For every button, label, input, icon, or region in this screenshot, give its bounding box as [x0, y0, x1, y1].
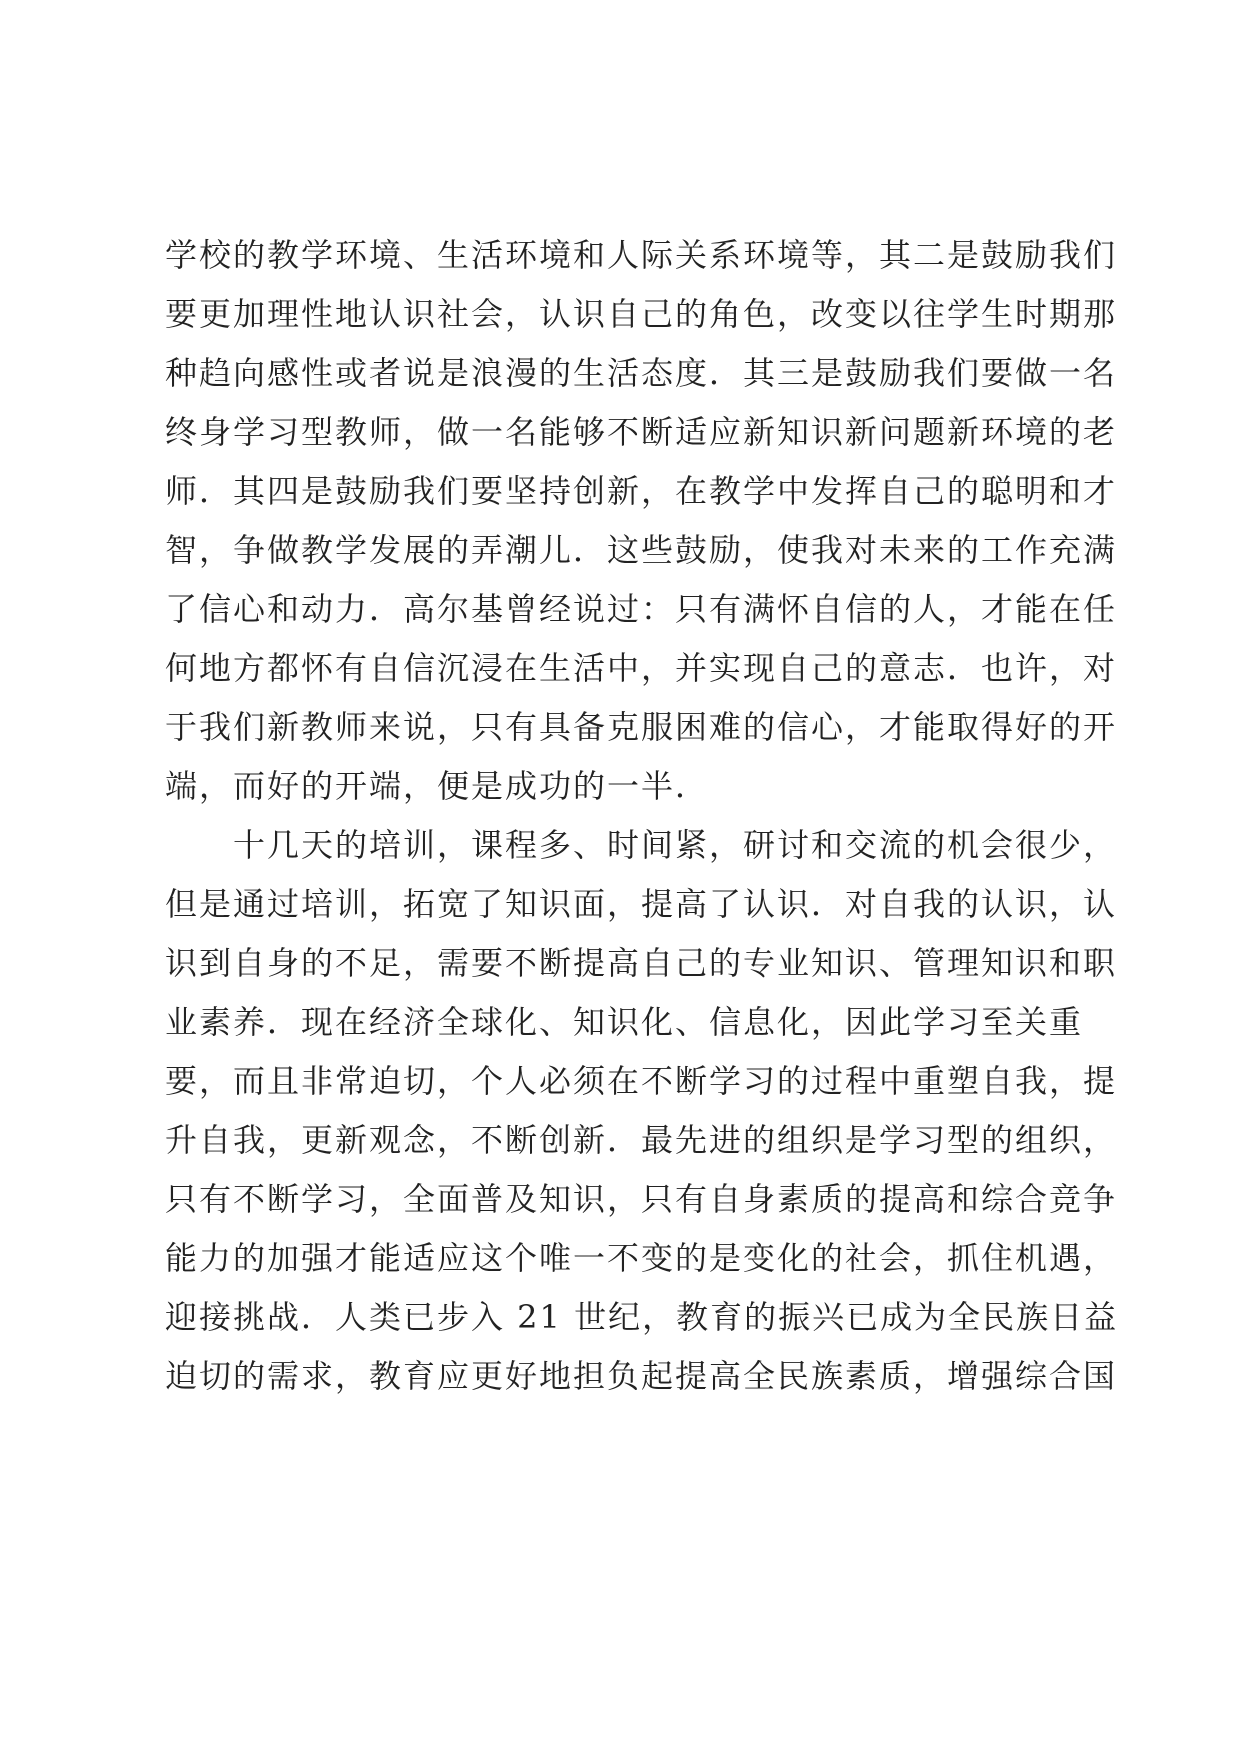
text-line: 升自我，更新观念，不断创新．最先进的组织是学习型的组织，: [165, 1121, 1118, 1159]
text-line: 迫切的需求，教育应更好地担负起提高全民族素质，增强综合国: [165, 1357, 1118, 1395]
text-line: 种趋向感性或者说是浪漫的生活态度．其三是鼓励我们要做一名: [165, 354, 1118, 392]
text-line: 学校的教学环境、生活环境和人际关系环境等，其二是鼓励我们: [165, 236, 1118, 274]
text-line: 但是通过培训，拓宽了知识面，提高了认识．对自我的认识，认: [165, 885, 1118, 923]
text-line: 要更加理性地认识社会，认识自己的角色，改变以往学生时期那: [165, 295, 1118, 333]
text-line: 智，争做教学发展的弄潮儿．这些鼓励，使我对未来的工作充满: [165, 531, 1118, 569]
text-line: 端，而好的开端，便是成功的一半．: [165, 767, 710, 805]
text-line: 师．其四是鼓励我们要坚持创新，在教学中发挥自己的聪明和才: [165, 472, 1118, 510]
text-line: 迎接挑战．人类已步入 21 世纪，教育的振兴已成为全民族日益: [165, 1298, 1119, 1336]
body-text: [165, 226, 1119, 1406]
paragraph-start-line: 十几天的培训，课程多、时间紧，研讨和交流的机会很少，: [233, 826, 1118, 864]
text-line: 识到自身的不足，需要不断提高自己的专业知识、管理知识和职: [165, 944, 1118, 982]
text-line: 要，而且非常迫切，个人必须在不断学习的过程中重塑自我，提: [165, 1062, 1118, 1100]
text-line: 业素养．现在经济全球化、知识化、信息化，因此学习至关重: [165, 1003, 1084, 1041]
text-line: 终身学习型教师，做一名能够不断适应新知识新问题新环境的老: [165, 413, 1118, 451]
text-line: 能力的加强才能适应这个唯一不变的是变化的社会，抓住机遇，: [165, 1239, 1118, 1277]
text-line: 何地方都怀有自信沉浸在生活中，并实现自己的意志．也许，对: [165, 649, 1118, 687]
text-line: 于我们新教师来说，只有具备克服困难的信心，才能取得好的开: [165, 708, 1118, 746]
text-line: 只有不断学习，全面普及知识，只有自身素质的提高和综合竞争: [165, 1180, 1118, 1218]
text-line: 了信心和动力．高尔基曾经说过：只有满怀自信的人，才能在任: [165, 590, 1118, 628]
